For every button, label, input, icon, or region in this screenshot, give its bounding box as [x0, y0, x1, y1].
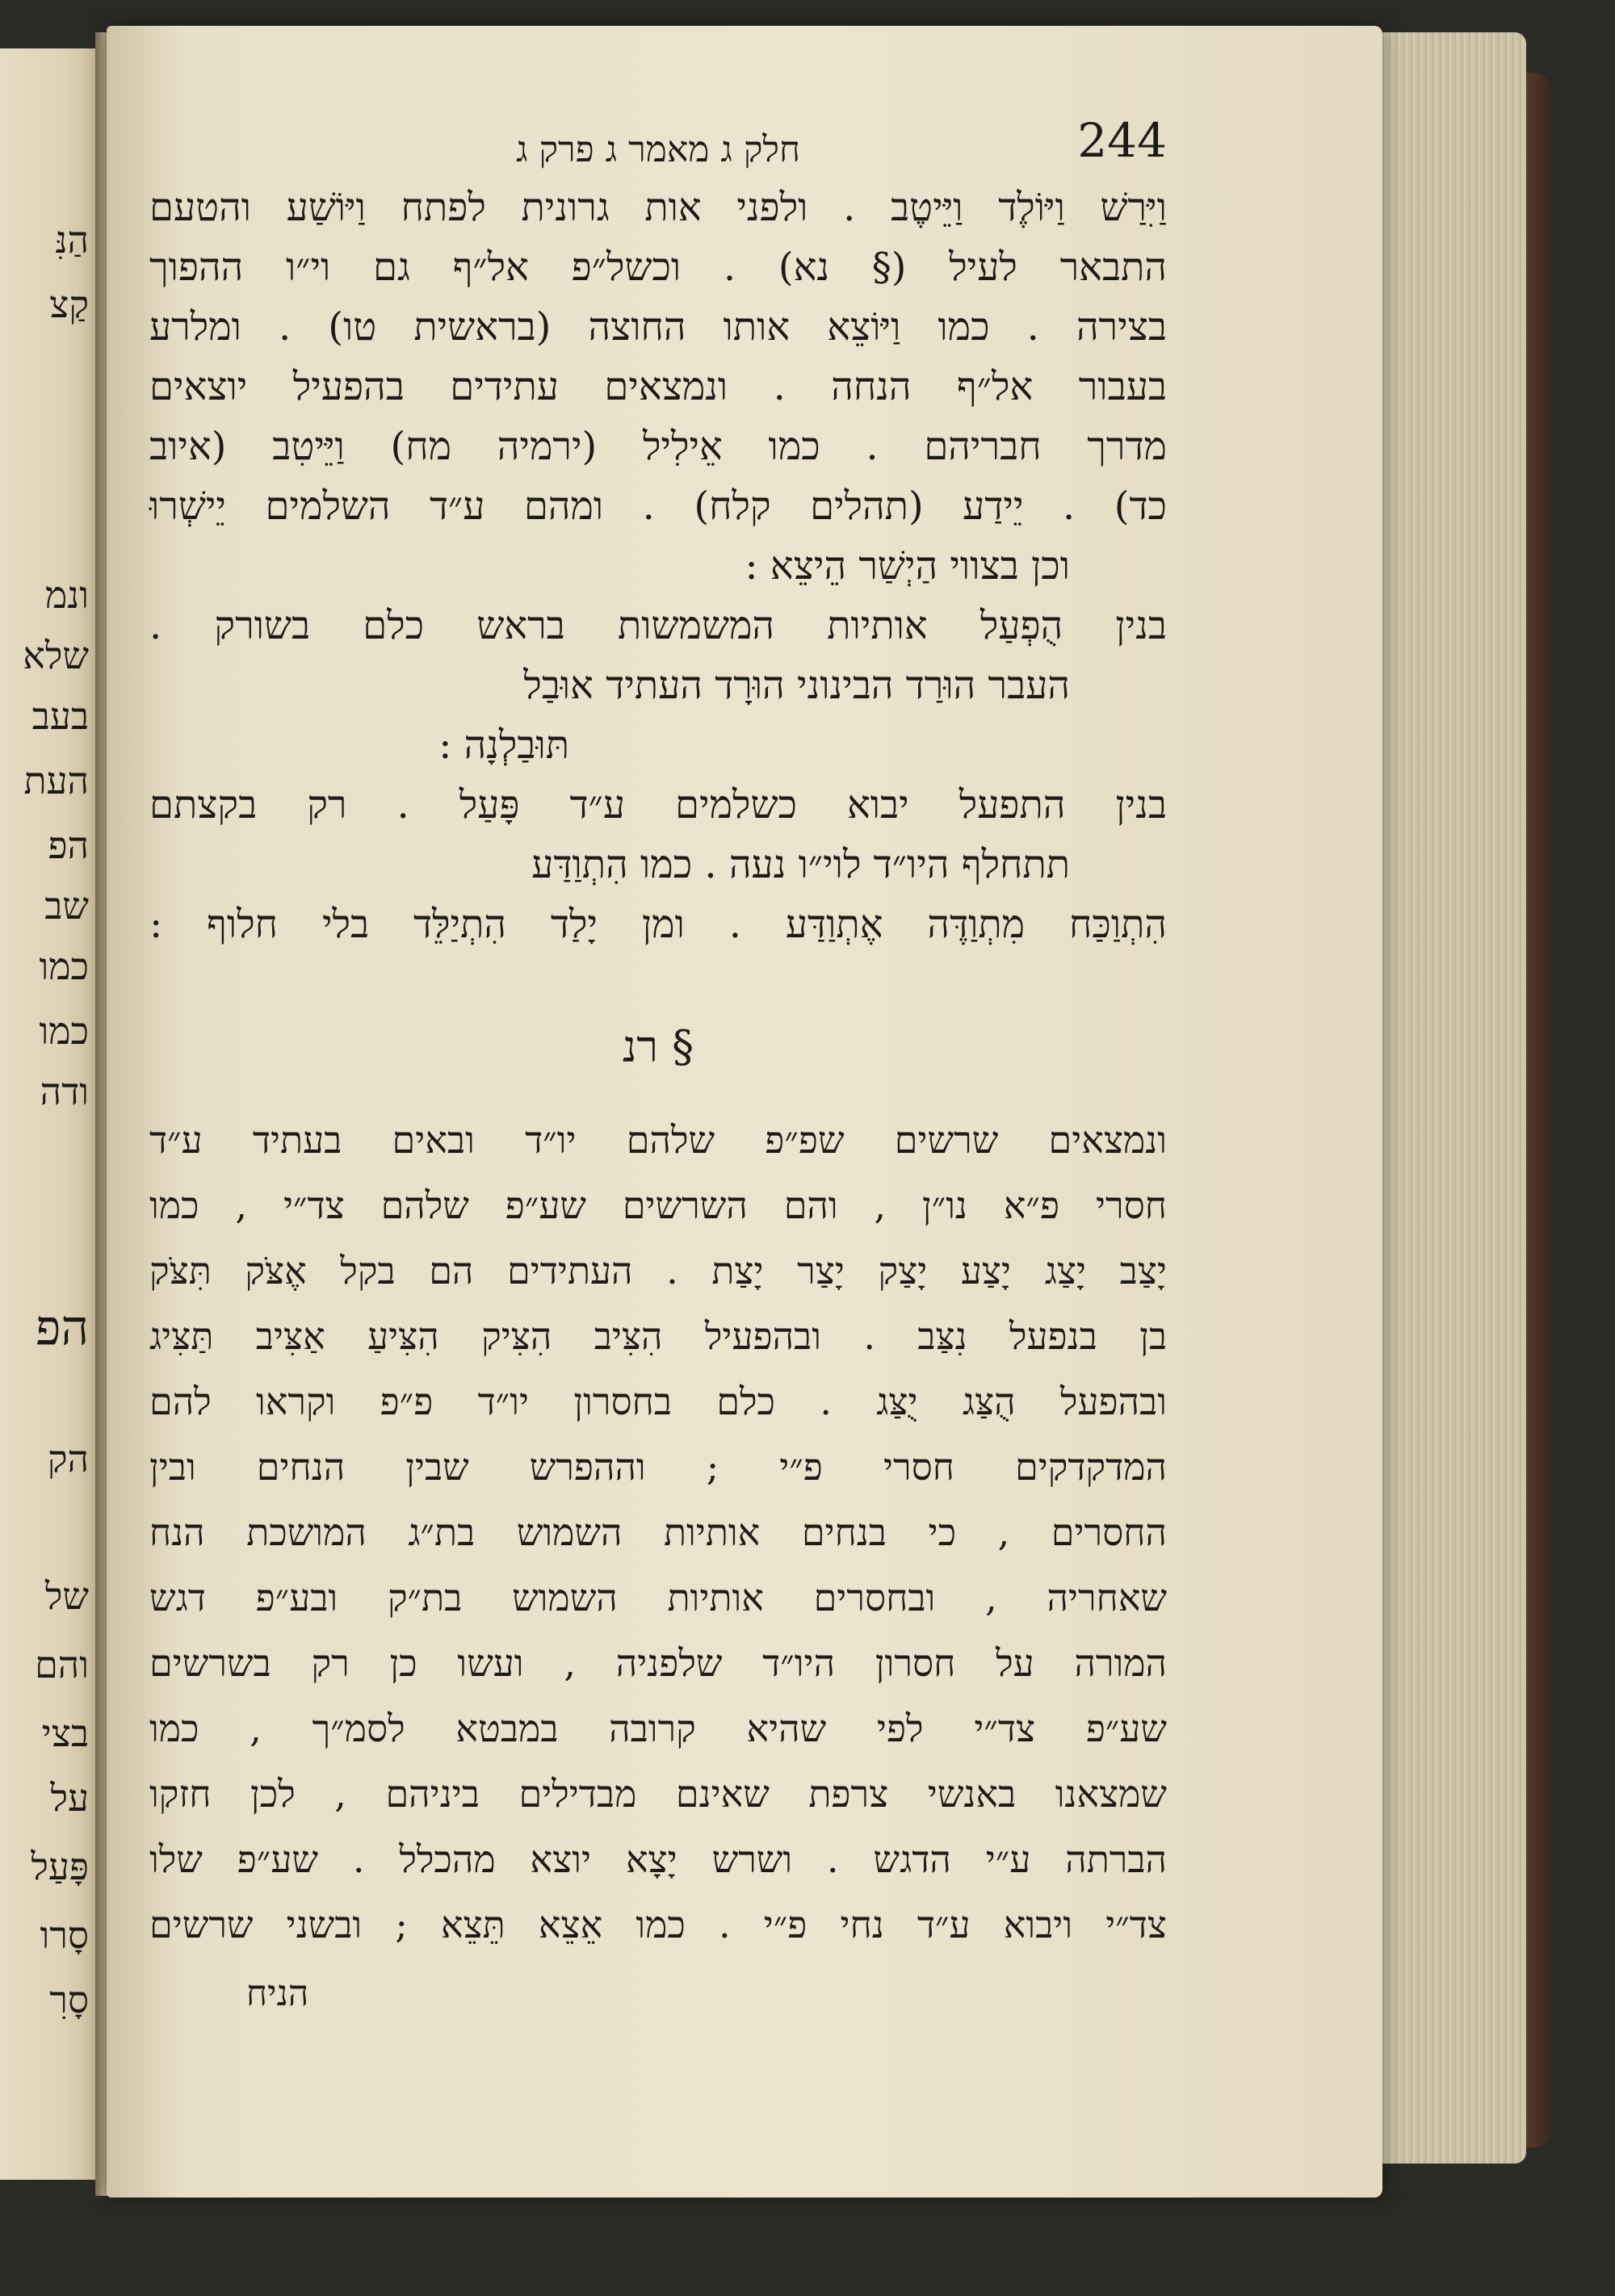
left-page [0, 48, 95, 2180]
text-line: התבאר לעיל (§ נא) . וכשל״פ אל״ף גם וי״ו ההפוך [149, 245, 1167, 290]
text-line: ונמצאים שרשים שפ״פ שלהם יו״ד ובאים בעתיד ע״ד [149, 1118, 1167, 1162]
text-line: החסרים , כי בנחים אותיות השמוש בת״ג המושכת הנח [149, 1510, 1167, 1554]
right-page-text [149, 113, 1167, 2030]
text-line: בצירה . כמו וַיּוֹצֵא אותו החוצה (בראשית טו) . ומלרע [149, 304, 1167, 350]
running-head: חלק ג מאמר ג פרק ג [515, 129, 801, 170]
text-line: המדקדקים חסרי פ״י ; וההפרש שבין הנחים ובין [149, 1445, 1167, 1489]
text-line: חסרי פ״א נו״ן , והם השרשים שע״פ שלהם צד״י , כמו [149, 1184, 1167, 1227]
text-line: העבר הוּרַד הבינוני הוּרָד העתיד אוּבַל [523, 663, 1070, 708]
left-page-line: הפ [36, 1300, 89, 1356]
left-page-line: של [44, 1574, 89, 1618]
left-page-line: הק [47, 1437, 89, 1481]
text-line: הִתְוַכַּח מִתְוַדֶּה אֶתְוַדַּע . ומן יָלַד הִתְיַלֵּד בלי חלוף : [149, 902, 1167, 947]
text-line: בן בנפעל נִצַּב . ובהפעיל הִצִּיב הִצִּיק הִצִּיעַ אַצִּיב תַּצִּיג [149, 1314, 1167, 1358]
text-line: הברתה ע״י הדגש . ושרש יָצָא יוצא מהכלל . שע״פ שלו [149, 1837, 1167, 1881]
left-page-line: שלא [23, 634, 89, 677]
page-fore-edge [1373, 32, 1526, 2164]
left-page-line: בעב [31, 694, 89, 738]
left-page-line: ונמ [45, 573, 89, 617]
left-page-line: כמו [39, 1009, 89, 1053]
text-line: שמצאנו באנשי צרפת שאינם מבדילים ביניהם , לכן חזקו [149, 1772, 1167, 1816]
section-heading: § רנ [622, 1021, 694, 1072]
text-line: וכן בצווי הַיְשַׁר הֵיצֵא : [745, 543, 1070, 589]
text-line: שאחריה , ובחסרים אותיות השמוש בת״ק ובע״פ דגש [149, 1576, 1167, 1619]
left-page-line: פָּעַל [31, 1845, 89, 1888]
text-line: שע״פ צד״י לפי שהיא קרובה במבטא לסמ״ך , כמו [149, 1707, 1167, 1750]
left-page-line: הפ [48, 823, 89, 867]
text-line: תתחלף היו״ד לוי״ו נעה . כמו הִתְוַדַּע [531, 842, 1070, 887]
text-line: המורה על חסרון היו״ד שלפניה , ועשו כן רק בשרשים [149, 1641, 1167, 1685]
left-page-line: והם [35, 1643, 89, 1686]
text-line: בנין התפעל יבוא כשלמים ע״ד פָּעַל . רק בקצתם [149, 782, 1167, 827]
text-line: בנין הֻפְעַל אותיות המשמשות בראש כלם בשורק . [149, 603, 1167, 648]
left-page-line: הַנִּ [55, 218, 89, 262]
page-header [149, 113, 1167, 178]
left-page-line: כמו [39, 945, 89, 988]
left-page-line: שב [44, 884, 89, 928]
left-page-line: סָרו [40, 1913, 89, 1957]
text-line: בעבור אל״ף הנחה . ונמצאים עתידים בהפעיל יוצאים [149, 364, 1167, 409]
text-line: מדרך חבריהם . כמו אֵילִיל (ירמיה מח) וַיֵּיטִב (איוב [149, 424, 1167, 469]
text-line: ובהפעל הֻצַּג יֻצַּג . כלם בחסרון יו״ד פ״פ וקראו להם [149, 1380, 1167, 1423]
left-page-line: ודה [40, 1070, 89, 1113]
left-page-line: סָרִ [49, 1978, 89, 2022]
text-line: וַיִּרַשׁ וַיּוֹלֶד וַיֵּיטֶב . ולפני אות גרונית לפתח וַיּוֹשַׁע והטעם [149, 185, 1167, 230]
text-line: יָצַב יָצַג יָצַע יָצַק יָצַר יָצַת . העתידים הם בקל אֶצֹּק תִּצֹּק [149, 1249, 1167, 1293]
text-line: כד) . יֵידַע (תהלים קלח) . ומהם ע״ד השלמים יֵישְׁרוּ [149, 484, 1167, 529]
left-page-line: בצי [41, 1712, 89, 1755]
catchword: הניח [246, 1973, 309, 2014]
left-page-line: קַצ [49, 283, 89, 326]
left-page-line: העת [23, 759, 89, 802]
page-number: 244 [1077, 113, 1167, 168]
text-line: צד״י ויבוא ע״ד נחי פ״י . כמו אֵצֵא תֵּצֵא ; ובשני שרשים [149, 1903, 1167, 1946]
text-line: תּוּבַלְנָה : [438, 723, 569, 768]
left-page-line: על [50, 1776, 89, 1820]
